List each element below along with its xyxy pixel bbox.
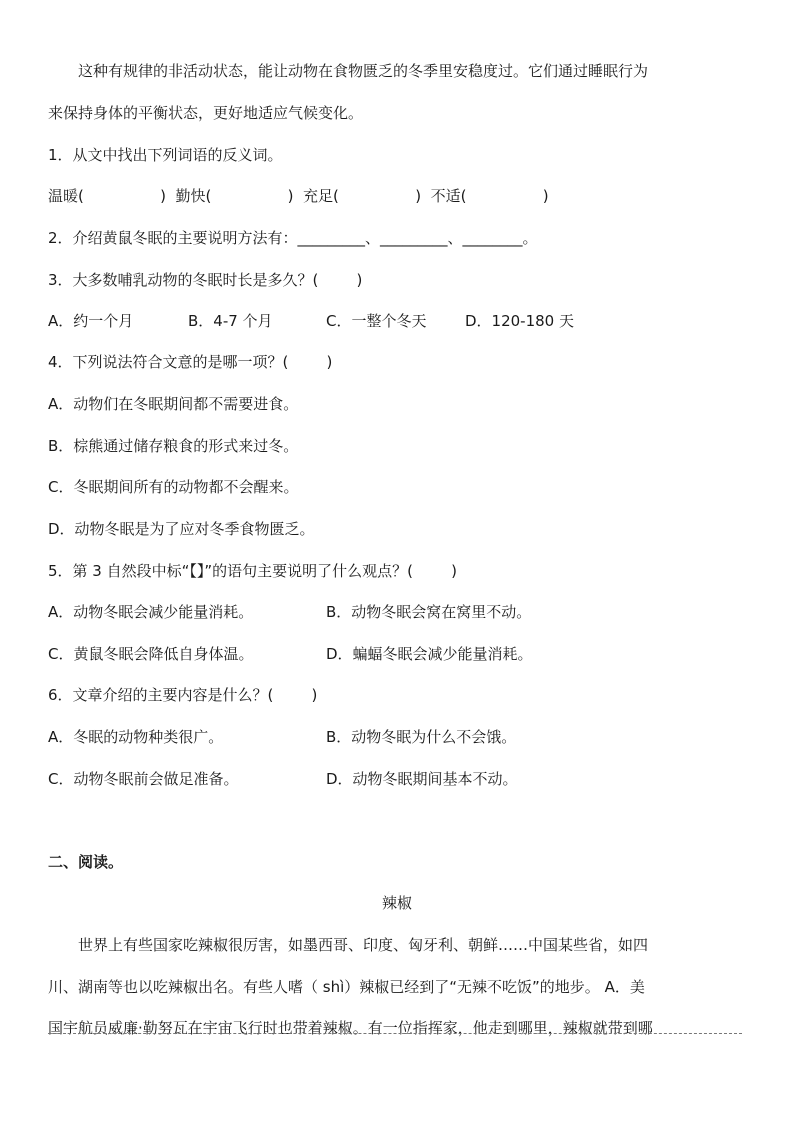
reading-title: 辣椒: [381, 894, 412, 912]
question-5-option-a: A．动物冬眠会减少能量消耗。: [48, 603, 254, 621]
passage-line-2: 来保持身体的平衡状态，更好地适应气候变化。: [48, 104, 364, 122]
passage-line-1: 这种有规律的非活动状态，能让动物在食物匮乏的冬季里安稳度过。它们通过睡眠行为: [78, 62, 649, 80]
question-6-stem: 6．文章介绍的主要内容是什么？( ): [48, 686, 318, 704]
question-4-option-a: A．动物们在冬眠期间都不需要进食。: [48, 395, 299, 413]
question-4-option-c: C．冬眠期间所有的动物都不会醒来。: [48, 478, 299, 496]
question-4-stem: 4．下列说法符合文意的是哪一项？( ): [48, 353, 333, 371]
question-5-option-c: C．黄鼠冬眠会降低自身体温。: [48, 645, 254, 663]
question-6-option-d: D．动物冬眠期间基本不动。: [326, 770, 518, 788]
reading-line-1: 世界上有些国家吃辣椒很厉害，如墨西哥、印度、匈牙利、朝鲜……中国某些省，如四: [78, 936, 649, 954]
question-3-option-d: D．120-180 天: [465, 312, 574, 330]
reading-line-3-dashed-underline: [48, 1033, 742, 1034]
question-6-option-a: A．冬眠的动物种类很广。: [48, 728, 224, 746]
question-5-option-b: B．动物冬眠会窝在窝里不动。: [326, 603, 532, 621]
question-6-option-b: B．动物冬眠为什么不会饿。: [326, 728, 517, 746]
question-3-option-b: B．4-7 个月: [188, 312, 273, 330]
section-2-heading: 二、阅读。: [48, 853, 124, 871]
question-3-stem: 3．大多数哺乳动物的冬眠时长是多久？( ): [48, 271, 363, 289]
question-2-stem: 2．介绍黄鼠冬眠的主要说明方法有：_________、_________、________。: [48, 229, 538, 247]
question-6-option-c: C．动物冬眠前会做足准备。: [48, 770, 239, 788]
question-5-option-d: D．蝙蝠冬眠会减少能量消耗。: [326, 645, 533, 663]
question-3-option-c: C．一整个冬天: [326, 312, 427, 330]
question-1-stem: 1．从文中找出下列词语的反义词。: [48, 146, 283, 164]
reading-line-2: 川、湖南等也以吃辣椒出名。有些人嗜（ shì）辣椒已经到了“无辣不吃饭”的地步。 A．美: [48, 978, 645, 996]
reading-line-3: 国宇航员威廉·勒努瓦在宇宙飞行时也带着辣椒。有一位指挥家，他走到哪里，辣椒就带到哪: [48, 1019, 653, 1037]
question-4-option-d: D．动物冬眠是为了应对冬季食物匮乏。: [48, 520, 315, 538]
question-3-option-a: A．约一个月: [48, 312, 134, 330]
question-1-blanks: 温暖( ) 勤快( ) 充足( ) 不适( ): [48, 187, 549, 205]
question-4-option-b: B．棕熊通过储存粮食的形式来过冬。: [48, 437, 299, 455]
question-5-stem: 5．第 3 自然段中标“【】”的语句主要说明了什么观点？( ): [48, 562, 458, 580]
